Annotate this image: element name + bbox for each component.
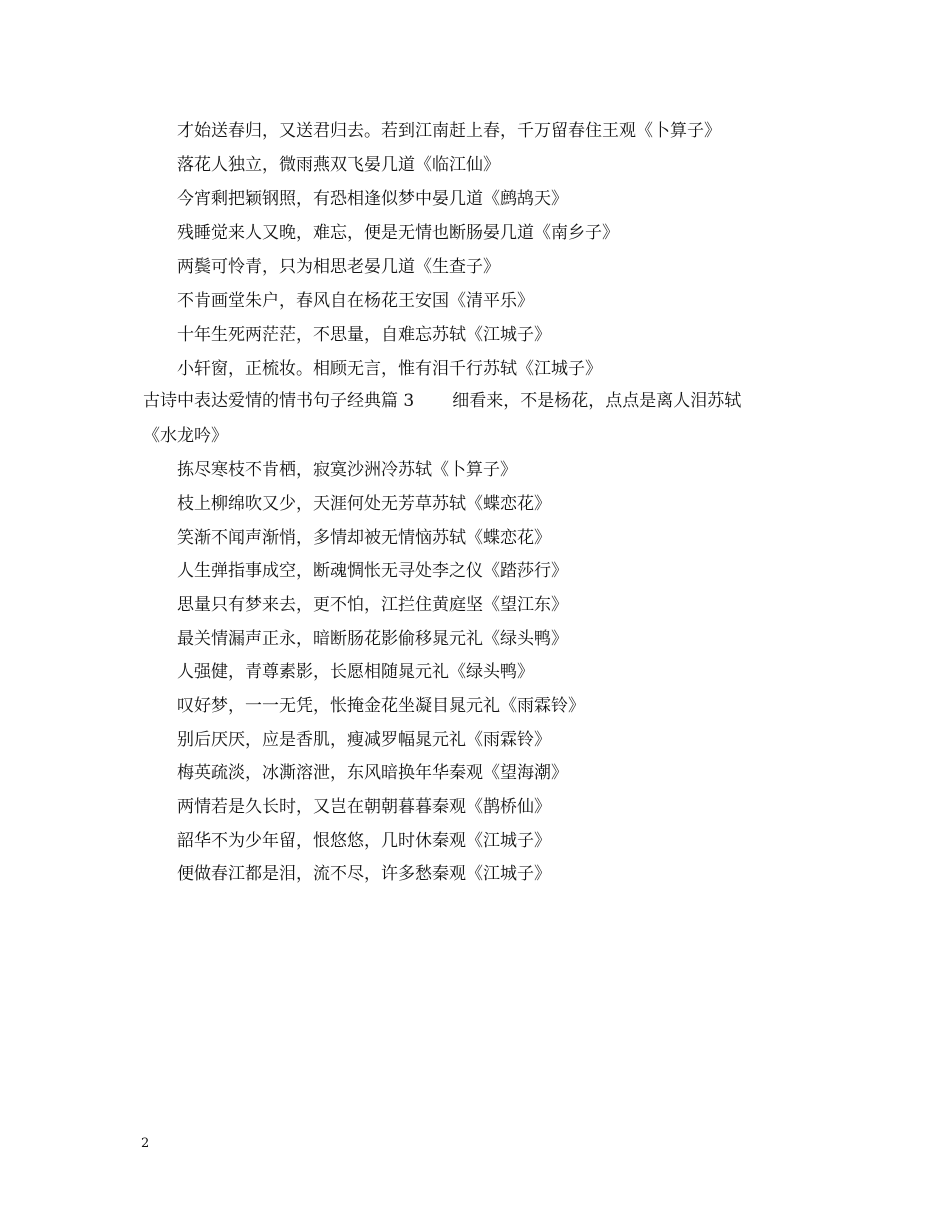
verse-line: 别后厌厌，应是香肌，瘦减罗幅晁元礼《雨霖铃》: [177, 730, 551, 750]
verse-line: 人生弹指事成空，断魂惆怅无寻处李之仪《踏莎行》: [177, 561, 568, 581]
verse-line: 韶华不为少年留，恨悠悠，几时休秦观《江城子》: [177, 831, 551, 851]
verse-line: 笑渐不闻声渐悄，多情却被无情恼苏轼《蝶恋花》: [177, 528, 551, 548]
verse-line: 叹好梦，一一无凭，怅掩金花坐凝目晁元礼《雨霖铃》: [177, 696, 585, 716]
verse-line: 今宵剩把颖钢照，有恐相逢似梦中晏几道《鹧鸪天》: [177, 189, 568, 209]
verse-line: 才始送春归，又送君归去。若到江南赶上春，千万留春住王观《卜算子》: [177, 121, 721, 141]
verse-line: 梅英疏淡，冰澌溶泄，东风暗换年华秦观《望海潮》: [177, 763, 568, 783]
verse-line: 最关情漏声正永，暗断肠花影偷移晁元礼《绿头鸭》: [177, 629, 568, 649]
verse-line: 落花人独立，微雨燕双飞晏几道《临江仙》: [177, 155, 500, 175]
section-heading-row: [143, 390, 741, 412]
page-number: 2: [141, 1136, 150, 1151]
verse-line: 十年生死两茫茫，不思量，自难忘苏轼《江城子》: [177, 325, 551, 345]
verse-line: 思量只有梦来去，更不怕，江拦住黄庭坚《望江东》: [177, 595, 568, 615]
verse-line: 拣尽寒枝不肯栖，寂寞沙洲冷苏轼《卜算子》: [177, 460, 517, 480]
verse-line: 人强健，青尊素影，长愿相随晁元礼《绿头鸭》: [177, 662, 534, 682]
verse-line: 不肯画堂朱户，春风自在杨花王安国《清平乐》: [177, 291, 534, 311]
verse-line: 便做春江都是泪，流不尽，许多愁秦观《江城子》: [177, 864, 551, 884]
verse-line: 枝上柳绵吹又少，天涯何处无芳草苏轼《蝶恋花》: [177, 494, 551, 514]
verse-line: 两鬓可怜青，只为相思老晏几道《生查子》: [177, 257, 500, 277]
verse-line: 小轩窗，正梳妆。相顾无言，惟有泪千行苏轼《江城子》: [177, 359, 602, 379]
verse-line: 两情若是久长时，又岂在朝朝暮暮秦观《鹊桥仙》: [177, 797, 551, 817]
verse-line-continuation: 《水龙吟》: [143, 426, 228, 446]
verse-line: 细看来，不是杨花，点点是离人泪苏轼: [452, 391, 742, 411]
verse-line: 残睡觉来人又晚，难忘，便是无情也断肠晏几道《南乡子》: [177, 223, 619, 243]
section-heading: 古诗中表达爱情的情书句子经典篇 3: [143, 391, 415, 411]
